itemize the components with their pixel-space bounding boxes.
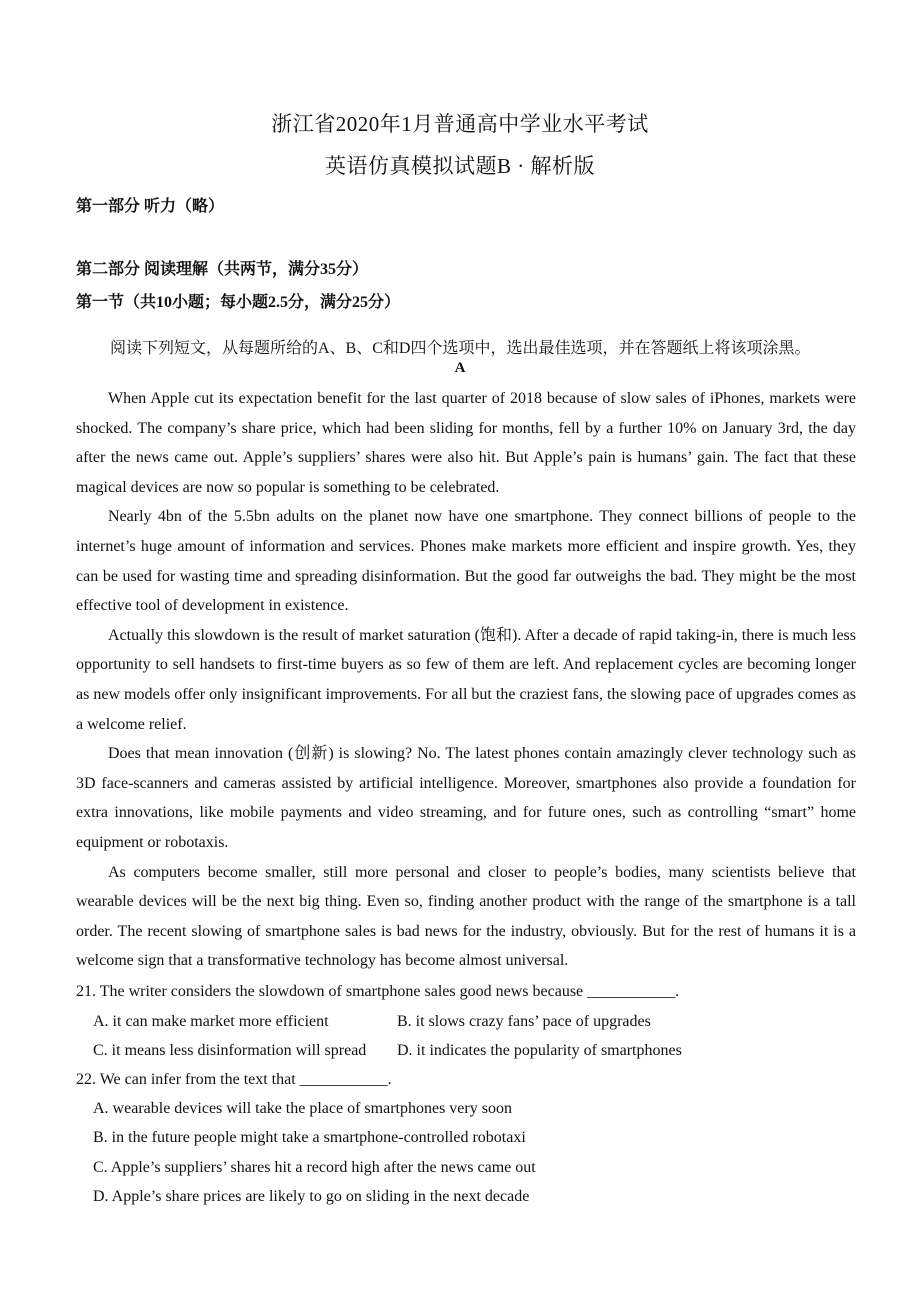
- question-22-option-a: A. wearable devices will take the place of smartphones very soon: [93, 1100, 512, 1117]
- instruction: 阅读下列短文，从每题所给的A、B、C和D四个选项中，选出最佳选项，并在答题纸上将该项涂黑。: [110, 340, 811, 357]
- passage-label: A: [454, 360, 466, 376]
- paragraph: Nearly 4bn of the 5.5bn adults on the planet now have one smartphone. They connect billions of people to the internet’s huge amount of information and services. Phones make markets more efficient and inspire growth. Yes, they can be used for wasting time and spreading disinformation. But the good far outweighs the bad. They might be the most effective tool of development in existence.: [76, 508, 856, 615]
- part1-heading: 第一部分 听力（略）: [76, 198, 225, 215]
- question-21-option-a: A. it can make market more efficient: [93, 1013, 329, 1030]
- question-21-stem: 21. The writer considers the slowdown of smartphone sales good news because ___________.: [76, 983, 680, 1000]
- part2-heading: 第二部分 阅读理解（共两节，满分35分）: [76, 261, 369, 278]
- question-22-option-d: D. Apple’s share prices are likely to go on sliding in the next decade: [93, 1188, 530, 1205]
- paragraph: Actually this slowdown is the result of market saturation (饱和). After a decade of rapid taking-in, there is much less opportunity to sell handsets to first-time buyers as so few of them are left. And replacement cycles are becoming longer as new models offer only insignificant improvements. For all but the craziest fans, the slowing pace of upgrades comes as a welcome relief.: [76, 626, 856, 733]
- paragraph: When Apple cut its expectation benefit for the last quarter of 2018 because of slow sales of iPhones, markets were shocked. The company’s share price, which had been sliding for months, fell by a further 10% on January 3rd, the day after the news came out. Apple’s suppliers’ shares were also hit. But Apple’s pain is humans’ gain. The fact that these magical devices are now so popular is something to be celebrated.: [76, 390, 856, 496]
- question-22-option-b: B. in the future people might take a smartphone-controlled robotaxi: [93, 1129, 526, 1146]
- question-21-option-b: B. it slows crazy fans’ pace of upgrades: [397, 1013, 651, 1030]
- section1-heading: 第一节（共10小题；每小题2.5分，满分25分）: [76, 294, 401, 311]
- question-22-stem: 22. We can infer from the text that ___________.: [76, 1071, 392, 1088]
- question-22-option-c: C. Apple’s suppliers’ shares hit a record high after the news came out: [93, 1159, 536, 1176]
- question-21-option-d: D. it indicates the popularity of smartphones: [397, 1042, 682, 1059]
- paragraph: As computers become smaller, still more personal and closer to people’s bodies, many scientists believe that wearable devices will be the next big thing. Even so, finding another product with the range of the smartphone is a tall order. The recent slowing of smartphone sales is bad news for the industry, obviously. But for the rest of humans it is a welcome sign that a transformative technology has become almost universal.: [76, 863, 856, 970]
- question-21-option-c: C. it means less disinformation will spread: [93, 1042, 367, 1059]
- exam-subtitle: 英语仿真模拟试题B · 解析版: [325, 154, 595, 178]
- exam-title: 浙江省2020年1月普通高中学业水平考试: [271, 112, 649, 136]
- paragraph: Does that mean innovation (创新) is slowing? No. The latest phones contain amazingly clever technology such as 3D face-scanners and cameras assisted by artificial intelligence. Moreover, smartphones also provide a foundation for extra innovations, like mobile payments and video streaming, and for future ones, such as controlling “smart” home equipment or robotaxis.: [76, 745, 856, 851]
- passage: [76, 384, 856, 976]
